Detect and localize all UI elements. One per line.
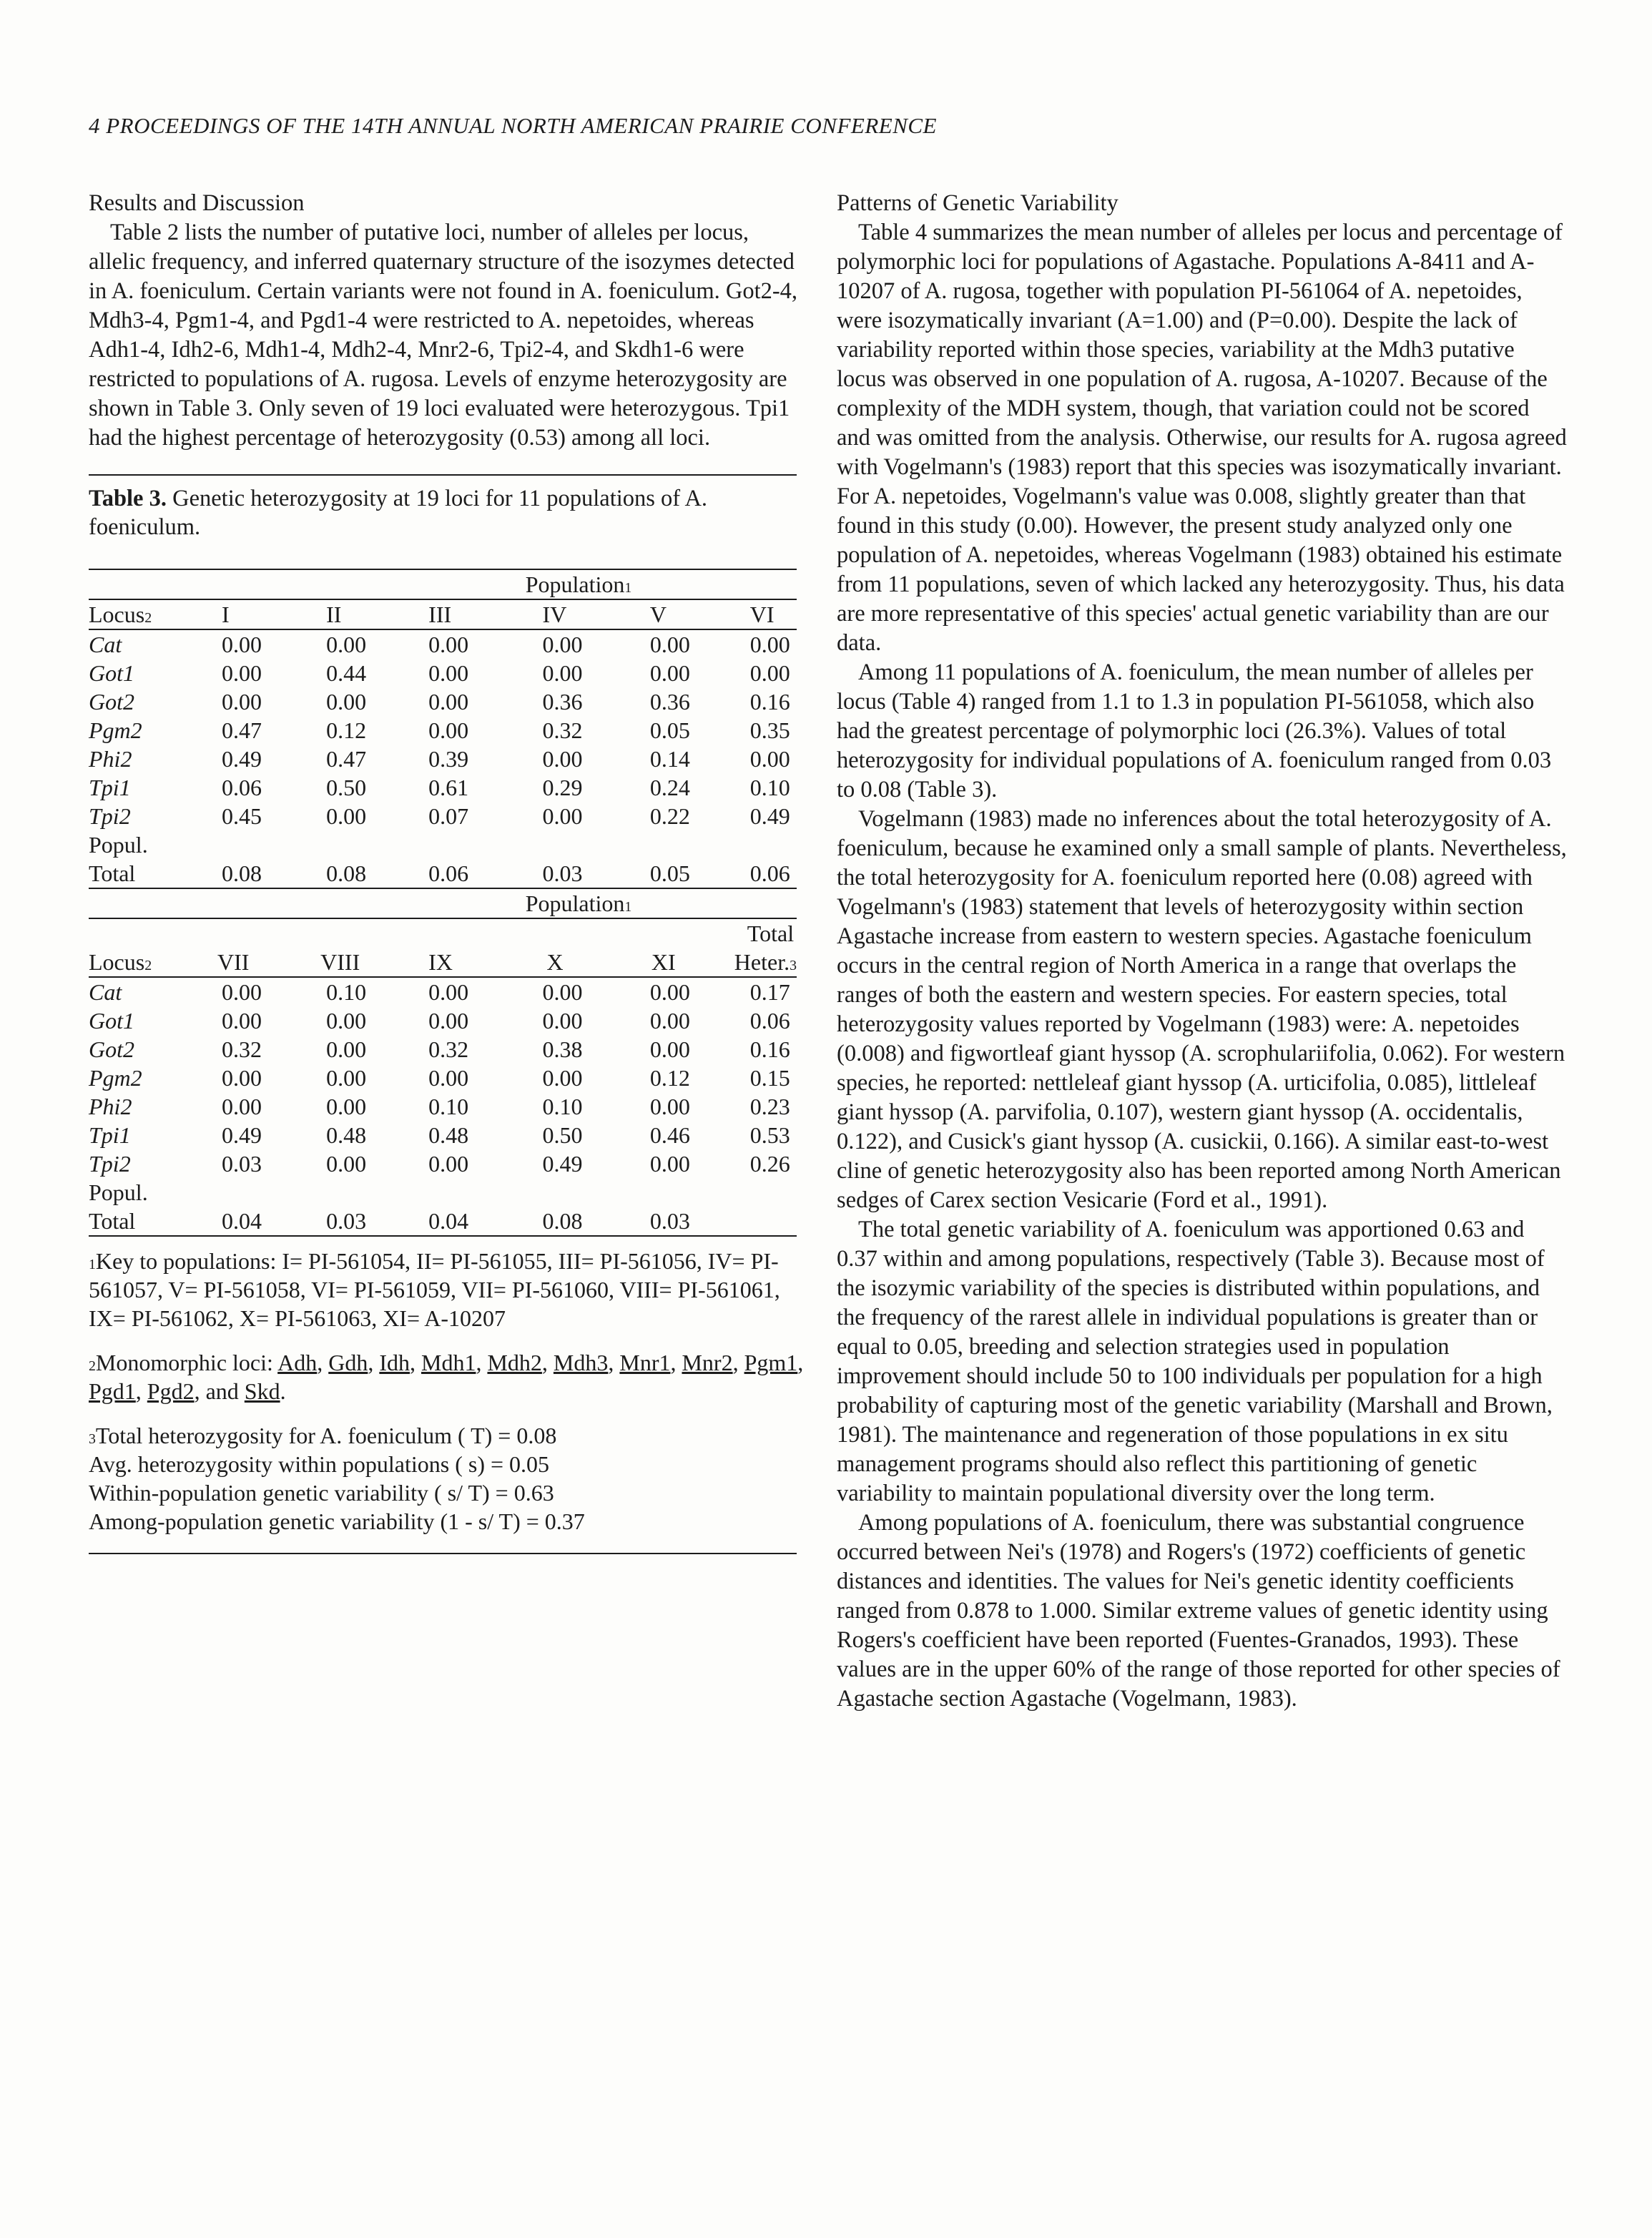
value-cell: 0.45 — [222, 803, 262, 829]
total-value-cell — [730, 1207, 797, 1236]
table-row — [89, 802, 797, 830]
total-label: Total — [89, 1208, 136, 1234]
col-header: III — [428, 602, 452, 627]
value-cell: 0.16 — [749, 1036, 790, 1062]
section-heading-patterns: Patterns of Genetic Variability — [837, 190, 1118, 216]
table-caption — [89, 484, 811, 541]
locus-cell: Phi2 — [89, 746, 132, 772]
col-header: V — [649, 602, 667, 627]
patterns-paragraph-2: Among 11 populations of A. foeniculum, the mean number of alleles per locus (Table 4) ranged from 1.1 to 1.3 in population PI-561058, which also had the greatest percentage of polymorphic loci (26.3%). Values of total heterozygosity for individual populations of A. foeniculum ranged from 0.03 to 0.08 (Table 3). — [837, 659, 1552, 803]
table-row — [89, 1092, 797, 1121]
footnote-3-line: Total heterozygosity for A. foeniculum ( T) = 0.08 — [95, 1423, 557, 1448]
monomorphic-locus: Idh — [379, 1350, 410, 1375]
total-label: Popul. — [89, 832, 148, 858]
col-header: XI — [651, 949, 676, 975]
value-cell: 0.03 — [222, 1151, 262, 1177]
value-cell: 0.14 — [649, 746, 690, 772]
value-cell: 0.32 — [222, 1036, 262, 1062]
monomorphic-locus: Pgd2 — [147, 1378, 195, 1404]
locus-cell: Tpi2 — [89, 1151, 131, 1177]
value-cell: 0.32 — [542, 717, 583, 743]
col-header: X — [546, 949, 564, 975]
value-cell: 0.00 — [222, 979, 262, 1005]
column-header-row: Locus$^2$ I II III IV V VI — [89, 600, 797, 629]
locus-cell: Pgm2 — [89, 1065, 142, 1091]
value-cell: 0.00 — [542, 1065, 583, 1091]
value-cell: 0.07 — [428, 803, 469, 829]
locus-cell: Phi2 — [89, 1094, 132, 1119]
value-cell: 0.06 — [749, 1008, 790, 1034]
value-cell: 0.50 — [326, 775, 367, 800]
table-row — [89, 1149, 797, 1178]
value-cell: 0.00 — [428, 979, 469, 1005]
value-cell: 0.00 — [326, 1065, 367, 1091]
value-cell: 0.00 — [542, 632, 583, 657]
table-footnotes — [89, 1247, 811, 1554]
value-cell: 0.00 — [749, 632, 790, 657]
table-row — [89, 659, 797, 687]
value-cell: 0.00 — [428, 1151, 469, 1177]
monomorphic-locus: Mdh1 — [421, 1350, 476, 1375]
total-row-label — [89, 1178, 797, 1207]
locus-cell: Got2 — [89, 689, 134, 715]
value-cell: 0.48 — [326, 1122, 367, 1148]
value-cell: 0.00 — [649, 1008, 690, 1034]
locus-cell: Got1 — [89, 660, 134, 686]
total-row — [89, 859, 797, 888]
col-header: VI — [749, 602, 775, 627]
value-cell: 0.00 — [222, 1065, 262, 1091]
patterns-paragraph-4: The total genetic variability of A. foeniculum was apportioned 0.63 and 0.37 within and among populations, respectively (Table 3). Because most of the isozymic variability of the species is distributed within populations, and the frequency of the rarest allele in individual populations is greater than or equal to 0.05, breeding and selection strategies used in population improvement should include 50 to 100 individuals per population for a high probability of capturing most of the genetic variability (Marshall and Brown, 1981). The maintenance and regeneration of those populations in ex situ management programs should also reflect this partitioning of genetic variability to maintain populational diversity over the long term. — [837, 1217, 1553, 1506]
value-cell: 0.00 — [749, 660, 790, 686]
col-header: II — [326, 602, 342, 627]
value-cell: 0.38 — [542, 1036, 583, 1062]
locus-cell: Got1 — [89, 1008, 134, 1034]
monomorphic-locus: Mdh3 — [553, 1350, 609, 1375]
table-top-rule — [89, 474, 797, 476]
monomorphic-locus: Mnr2 — [682, 1350, 733, 1375]
table-row — [89, 978, 797, 1006]
locus-cell: Tpi2 — [89, 803, 131, 829]
value-cell: 0.00 — [326, 1008, 367, 1034]
value-cell: 0.39 — [428, 746, 469, 772]
table-row — [89, 630, 797, 659]
right-column — [837, 189, 1568, 1714]
locus-cell: Cat — [89, 632, 122, 657]
col-header: IV — [542, 602, 567, 627]
value-cell: 0.00 — [428, 1065, 469, 1091]
value-cell: 0.36 — [542, 689, 583, 715]
value-cell: 0.00 — [649, 1094, 690, 1119]
value-cell: 0.47 — [326, 746, 367, 772]
value-cell: 0.35 — [749, 717, 790, 743]
value-cell: 0.10 — [326, 979, 367, 1005]
value-cell: 0.12 — [326, 717, 367, 743]
patterns-paragraph-5: Among populations of A. foeniculum, there was substantial congruence occurred between Nei's (1978) and Rogers's (1972) coefficients of genetic distances and identities. The values for Nei's genetic identity coefficients ranged from 0.878 to 1.000. Similar extreme values of genetic identity using Rogers's coefficient have been reported (Fuentes-Granados, 1993). These values are in the upper 60% of the range of those reported for other species of Agastache section Agastache (Vogelmann, 1983). — [837, 1510, 1560, 1712]
value-cell: 0.61 — [428, 775, 469, 800]
total-value-cell: 0.05 — [649, 860, 690, 886]
value-cell: 0.10 — [542, 1094, 583, 1119]
total-row-label — [89, 830, 797, 859]
value-cell: 0.26 — [749, 1151, 790, 1177]
value-cell: 0.47 — [222, 717, 262, 743]
value-cell: 0.00 — [649, 979, 690, 1005]
total-label: Total — [89, 860, 136, 886]
value-cell: 0.00 — [542, 660, 583, 686]
value-cell: 0.44 — [326, 660, 367, 686]
table-row — [89, 1121, 797, 1149]
value-cell: 0.00 — [542, 746, 583, 772]
total-value-cell: 0.08 — [326, 860, 367, 886]
patterns-paragraph-3: Vogelmann (1983) made no inferences about the total heterozygosity of A. foeniculum, because he examined only a small sample of plants. Nevertheless, the total heterozygosity for A. foeniculum reported here (0.08) agreed with Vogelmann's (1983) statement that levels of heterozygosity within section Agastache increase from eastern to western species. Agastache foeniculum occurs in the central region of North America in a range that overlaps the ranges of both the eastern and western species. For eastern species, total heterozygosity values reported by Vogelmann (1983) were: A. nepetoides (0.008) and figwortleaf giant hyssop (A. scrophulariifolia, 0.062). For western species, he reported: nettleleaf giant hyssop (A. urticifolia, 0.085), littleleaf giant hyssop (A. parvifolia, 0.107), western giant hyssop (A. occidentalis, 0.122), and Cusick's giant hyssop (A. cusickii, 0.166). A similar east-to-west cline of genetic heterozygosity also has been reported among North American sedges of Carex section Vesicarie (Ford et al., 1991). — [837, 806, 1567, 1213]
value-cell: 0.00 — [326, 1094, 367, 1119]
column-header-row-2b: Locus$^2$ VII VIII IX X XI Heter.$^3$ — [89, 948, 797, 977]
total-value-cell: 0.03 — [649, 1208, 690, 1234]
value-cell: 0.29 — [542, 775, 583, 800]
value-cell: 0.48 — [428, 1122, 469, 1148]
value-cell: 0.00 — [428, 1008, 469, 1034]
monomorphic-locus: Pgm1 — [744, 1350, 798, 1375]
value-cell: 0.00 — [222, 1008, 262, 1034]
table-label: Table 3. — [89, 486, 167, 511]
monomorphic-locus: Pgd1 — [89, 1378, 136, 1404]
monomorphic-locus: Mnr1 — [619, 1350, 671, 1375]
footnote-2: $^2$Monomorphic loci: Adh, Gdh, Idh, Mdh1, Mdh2, Mdh3, Mnr1, Mnr2, Pgm1, Pgd1, Pgd2, and Skd. — [89, 1350, 804, 1404]
value-cell: 0.49 — [222, 1122, 262, 1148]
value-cell: 0.00 — [326, 689, 367, 715]
value-cell: 0.00 — [222, 1094, 262, 1119]
value-cell: 0.17 — [749, 979, 790, 1005]
footnote-3-line: Avg. heterozygosity within populations ( s) = 0.05 — [89, 1451, 550, 1477]
total-value-cell: 0.04 — [222, 1208, 262, 1234]
value-cell: 0.32 — [428, 1036, 469, 1062]
locus-header: Locus — [89, 602, 145, 627]
value-cell: 0.00 — [428, 632, 469, 657]
table-3-part-1: Population$^1$ Locus$^2$ I II III IV V VI Cat 0.00 0.00 0.00 0.00 0.00 0.00 Got1 0.00 0.44 0.00 0.00 0.00 0.00 Got2 0.00 0.00 0.00 0.36 0.36 0.16 Pgm2 0.47 0.12 0.00 0.32 0.05 0.35 Phi2 0.49 0.47 0.39 0.00 0.14 0.00 Tpi1 0.06 0.50 0.61 0.29 0.24 0.10 Tpi2 0.45 0.00 0.07 0.00 0.22 0.49 Popul. Total 0.08 0.08 0.06 0.03 0.05 0.06 Population$^1$ Total Locus$^2$ VII VIII IX X XI Heter.$^3$ Cat 0.00 0.10 0.00 0.00 0.00 0.17 Got1 0.00 0.00 0.00 0.00 0.00 0.06 Got2 0.32 0.00 0.32 0.38 0.00 0.16 Pgm2 0.00 0.00 0.00 0.00 0.12 0.15 Phi2 0.00 0.00 0.10 0.10 0.00 0.23 Tpi1 0.49 0.48 0.48 0.50 0.46 0.53 Tpi2 0.03 0.00 0.00 0.49 0.00 0.26 Popul. Total 0.04 0.03 0.04 0.08 0.03 — [89, 569, 797, 1237]
total-label: Popul. — [89, 1179, 148, 1205]
section-heading-results: Results and Discussion — [89, 190, 305, 216]
locus-header: Locus — [89, 949, 145, 975]
value-cell: 0.00 — [428, 660, 469, 686]
total-value-cell: 0.06 — [749, 860, 790, 886]
total-value-cell: 0.06 — [428, 860, 469, 886]
total-value-cell: 0.08 — [542, 1208, 583, 1234]
value-cell: 0.00 — [326, 1036, 367, 1062]
value-cell: 0.00 — [649, 660, 690, 686]
value-cell: 0.00 — [749, 746, 790, 772]
patterns-paragraph-1: Table 4 summarizes the mean number of alleles per locus and percentage of polymorphic loci for populations of Agastache. Populations A-8411 and A-10207 of A. rugosa, together with population PI-561064 of A. nepetoides, were isozymatically invariant (A=1.00) and (P=0.00). Despite the lack of variability reported within those species, variability at the Mdh3 putative locus was observed in one population of A. rugosa, A-10207. Because of the complexity of the MDH system, though, that variation could not be scored and was omitted from the analysis. Otherwise, our results for A. rugosa agreed with Vogelmann's (1983) report that this species was isozymatically invariant. For A. nepetoides, Vogelmann's value was 0.008, slightly greater than that found in this study (0.00). However, the present study analyzed only one population of A. nepetoides, whereas Vogelmann (1983) obtained his estimate from 11 populations, seven of which lacked any heterozygosity. Thus, his data are more representative of this species' actual genetic variability than are our data. — [837, 220, 1567, 656]
column-header-row-2a — [89, 919, 797, 948]
value-cell: 0.12 — [649, 1065, 690, 1091]
col-header: VII — [217, 949, 250, 975]
value-cell: 0.22 — [649, 803, 690, 829]
population-header: Population — [525, 890, 625, 916]
value-cell: 0.15 — [749, 1065, 790, 1091]
table-row — [89, 773, 797, 802]
value-cell: 0.00 — [428, 717, 469, 743]
population-header: Population — [525, 571, 625, 597]
table-bottom-rule — [89, 1553, 797, 1554]
footnote-1: $^1$Key to populations: I= PI-561054, II= PI-561055, III= PI-561056, IV= PI-561057, V= PI-561058, VI= PI-561059, VII= PI-561060, VIII= PI-561061, IX= PI-561062, X= PI-561063, XI= A-10207 — [89, 1248, 780, 1331]
value-cell: 0.24 — [649, 775, 690, 800]
total-value-cell: 0.03 — [542, 860, 583, 886]
value-cell: 0.00 — [649, 632, 690, 657]
footnote-3-line: Within-population genetic variability ( s/ T) = 0.63 — [89, 1480, 554, 1506]
value-cell: 0.46 — [649, 1122, 690, 1148]
value-cell: 0.36 — [649, 689, 690, 715]
table-row — [89, 1035, 797, 1064]
value-cell: 0.05 — [649, 717, 690, 743]
monomorphic-locus: Skd — [244, 1378, 280, 1404]
value-cell: 0.10 — [428, 1094, 469, 1119]
monomorphic-locus: Adh — [277, 1350, 318, 1375]
value-cell: 0.49 — [749, 803, 790, 829]
results-paragraph: Table 2 lists the number of putative loci, number of alleles per locus, allelic frequency, and inferred quaternary structure of the isozymes detected in A. foeniculum. Certain variants were not found in A. foeniculum. Got2-4, Mdh3-4, Pgm1-4, and Pgd1-4 were restricted to A. nepetoides, whereas Adh1-4, Idh2-6, Mdh1-4, Mdh2-4, Mnr2-6, Tpi2-4, and Skdh1-6 were restricted to populations of A. rugosa. Levels of enzyme heterozygosity are shown in Table 3. Only seven of 19 loci evaluated were heterozygous. Tpi1 had the highest percentage of heterozygosity (0.53) among all loci. — [89, 220, 798, 451]
value-cell: 0.00 — [222, 689, 262, 715]
value-cell: 0.53 — [749, 1122, 790, 1148]
locus-cell: Cat — [89, 979, 122, 1005]
table-row — [89, 716, 797, 745]
value-cell: 0.49 — [222, 746, 262, 772]
table-row — [89, 1006, 797, 1035]
value-cell: 0.10 — [749, 775, 790, 800]
col-header: I — [222, 602, 230, 627]
locus-cell: Tpi1 — [89, 775, 131, 800]
total-value-cell: 0.08 — [222, 860, 262, 886]
value-cell: 0.00 — [649, 1151, 690, 1177]
col-header: VIII — [320, 949, 360, 975]
value-cell: 0.00 — [326, 1151, 367, 1177]
monomorphic-locus: Mdh2 — [487, 1350, 542, 1375]
value-cell: 0.16 — [749, 689, 790, 715]
value-cell: 0.00 — [542, 979, 583, 1005]
value-cell: 0.00 — [326, 632, 367, 657]
footnote-3-line: Among-population genetic variability (1 - s/ T) = 0.37 — [89, 1508, 585, 1534]
table-row — [89, 1064, 797, 1092]
total-row — [89, 1207, 797, 1236]
locus-cell: Got2 — [89, 1036, 134, 1062]
value-cell: 0.00 — [222, 660, 262, 686]
running-head: 4 PROCEEDINGS OF THE 14TH ANNUAL NORTH AMERICAN PRAIRIE CONFERENCE — [89, 113, 937, 138]
value-cell: 0.00 — [428, 689, 469, 715]
total-het-header: Total — [747, 921, 795, 946]
value-cell: 0.23 — [749, 1094, 790, 1119]
value-cell: 0.00 — [326, 803, 367, 829]
table-row — [89, 745, 797, 773]
col-header: IX — [428, 949, 453, 975]
total-value-cell: 0.03 — [326, 1208, 367, 1234]
value-cell: 0.06 — [222, 775, 262, 800]
value-cell: 0.00 — [542, 1008, 583, 1034]
locus-cell: Tpi1 — [89, 1122, 131, 1148]
value-cell: 0.50 — [542, 1122, 583, 1148]
value-cell: 0.49 — [542, 1151, 583, 1177]
value-cell: 0.00 — [222, 632, 262, 657]
value-cell: 0.00 — [649, 1036, 690, 1062]
total-value-cell: 0.04 — [428, 1208, 469, 1234]
footnote-3: $^3$Total heterozygosity for A. foeniculum ( T) = 0.08 Avg. heterozygosity within populations ( s) = 0.05 Within-population genetic variability ( s/ T) = 0.63 Among-population genetic variability (1 - s/ T) = 0.37 — [89, 1421, 811, 1536]
total-het-header: Heter. — [734, 949, 790, 975]
left-column — [89, 189, 811, 1554]
table-row — [89, 687, 797, 716]
table-caption-text: Genetic heterozygosity at 19 loci for 11 populations of A. foeniculum. — [89, 486, 708, 540]
value-cell: 0.00 — [542, 803, 583, 829]
locus-cell: Pgm2 — [89, 717, 142, 743]
monomorphic-locus: Gdh — [328, 1350, 368, 1375]
